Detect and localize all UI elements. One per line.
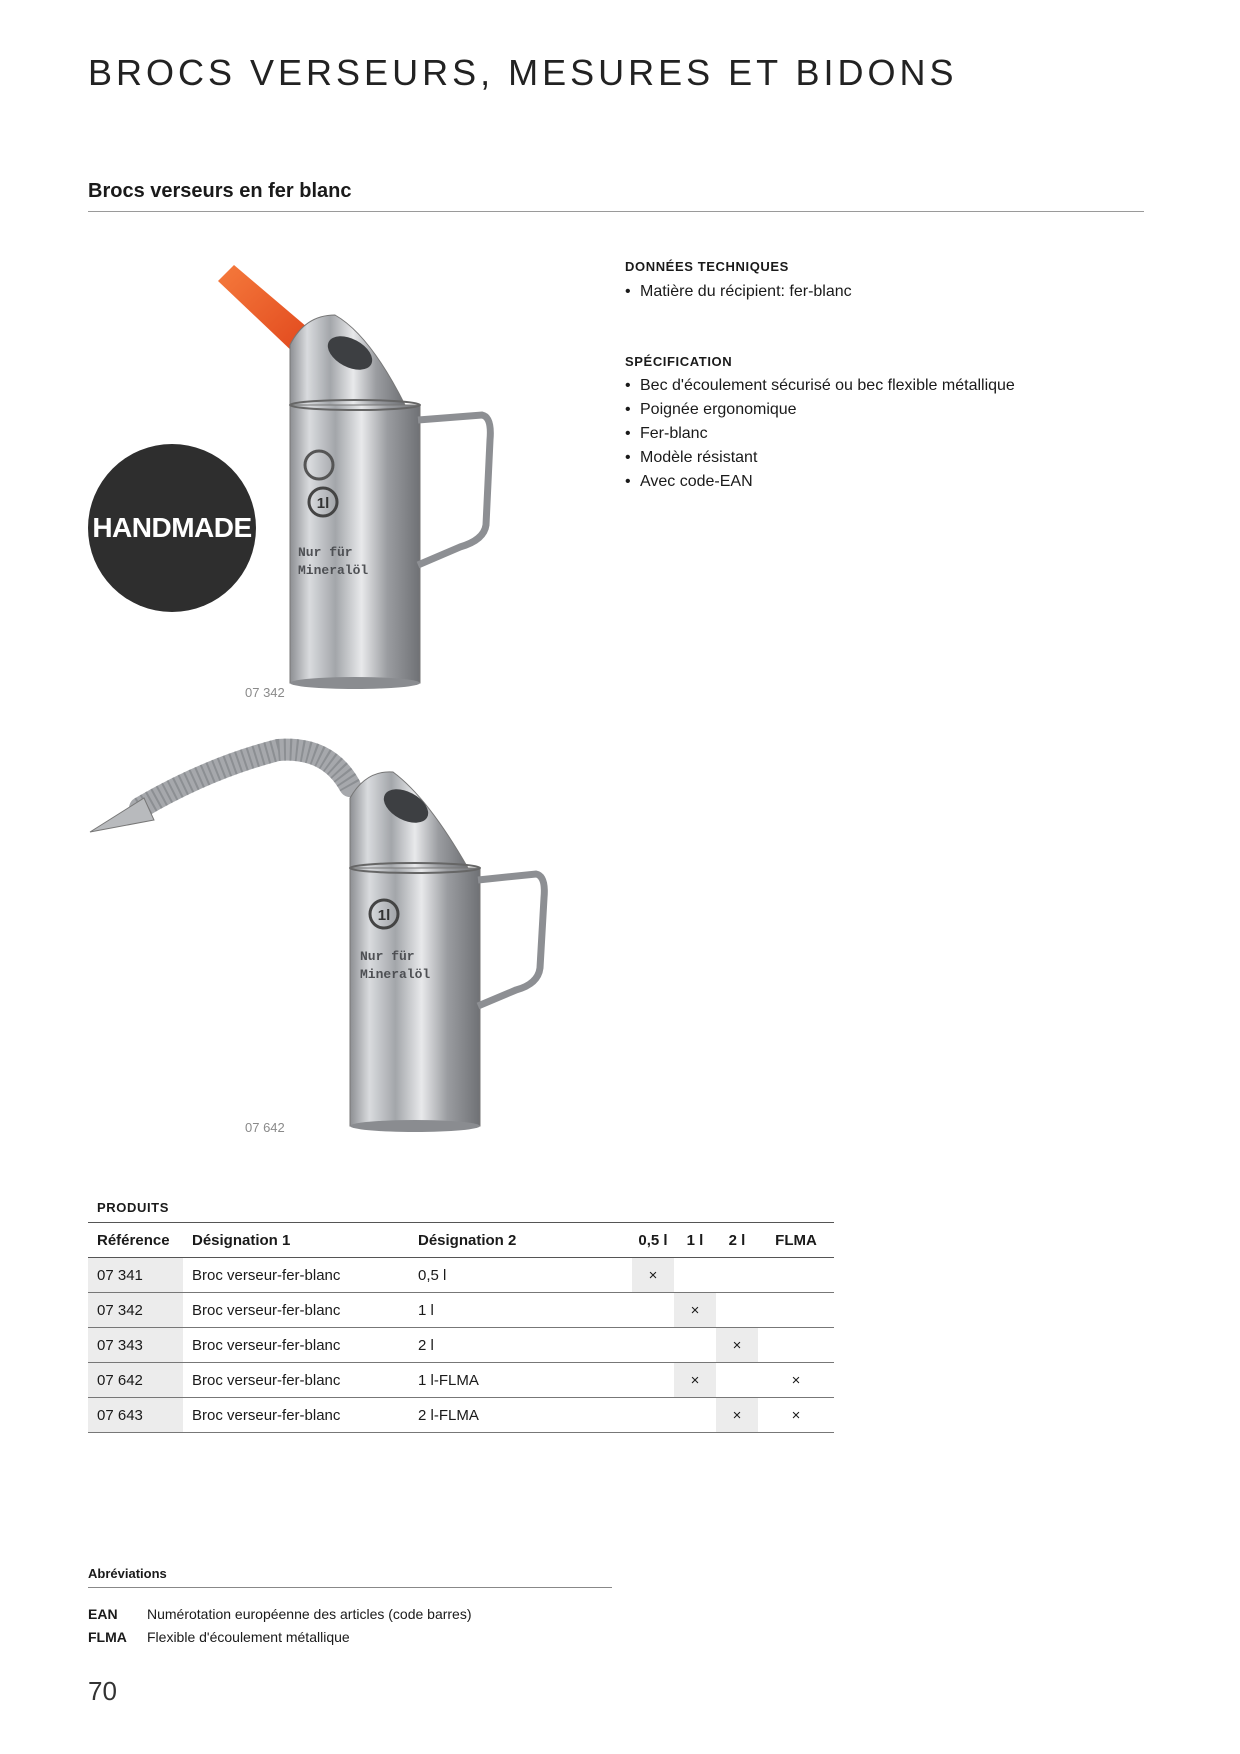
abbreviation-row (88, 1606, 472, 1622)
designation-2-cell: 2 l (409, 1328, 632, 1363)
availability-mark-cell: × (758, 1398, 834, 1433)
spec-item: • Modèle résistant (625, 446, 1015, 470)
availability-mark-cell (716, 1363, 758, 1398)
designation-1-cell: Broc verseur-fer-blanc (183, 1328, 409, 1363)
availability-mark-cell (632, 1363, 674, 1398)
availability-mark-cell (632, 1293, 674, 1328)
page-title: BROCS VERSEURS, MESURES ET BIDONS (88, 52, 958, 93)
column-header: Désignation 1 (183, 1223, 409, 1258)
abbreviation-row (88, 1629, 350, 1645)
abbreviation-value: Flexible d'écoulement métallique (147, 1629, 350, 1645)
availability-mark-cell: × (716, 1328, 758, 1363)
ref-cell: 07 341 (88, 1258, 183, 1293)
availability-mark-cell (632, 1398, 674, 1433)
abbreviation-key: FLMA (88, 1629, 127, 1645)
availability-mark-cell (716, 1293, 758, 1328)
products-heading: PRODUITS (97, 1200, 169, 1215)
table-row (88, 1398, 834, 1433)
designation-1-cell: Broc verseur-fer-blanc (183, 1293, 409, 1328)
ref-cell: 07 642 (88, 1363, 183, 1398)
availability-mark-cell: × (632, 1258, 674, 1293)
availability-mark-cell: × (758, 1363, 834, 1398)
availability-mark-cell (674, 1258, 716, 1293)
product-image-07342 (210, 255, 510, 695)
spec-item: • Avec code-EAN (625, 470, 1015, 494)
tech-data-item: • Matière du récipient: fer-blanc (625, 280, 852, 304)
table-row (88, 1293, 834, 1328)
product-image-07642 (88, 728, 558, 1138)
image-caption: 07 342 (245, 685, 285, 700)
column-header: 2 l (716, 1223, 758, 1258)
spec-block (625, 354, 1015, 494)
tech-data-list (625, 280, 852, 304)
designation-2-cell: 1 l (409, 1293, 632, 1328)
ref-cell: 07 342 (88, 1293, 183, 1328)
availability-mark-cell (674, 1398, 716, 1433)
designation-1-cell: Broc verseur-fer-blanc (183, 1363, 409, 1398)
availability-mark-cell: × (674, 1293, 716, 1328)
availability-mark-cell (632, 1328, 674, 1363)
volume-mark: 1l (377, 907, 391, 924)
ref-cell: 07 343 (88, 1328, 183, 1363)
availability-mark-cell: × (674, 1363, 716, 1398)
spec-item: • Fer-blanc (625, 422, 1015, 446)
availability-mark-cell (758, 1328, 834, 1363)
image-caption: 07 642 (245, 1120, 285, 1135)
page-number: 70 (88, 1676, 117, 1706)
tech-data-heading: DONNÉES TECHNIQUES (625, 259, 789, 274)
column-header: Référence (88, 1223, 183, 1258)
availability-mark-cell (758, 1258, 834, 1293)
tech-data-block (625, 259, 852, 304)
spec-item: • Poignée ergonomique (625, 398, 1015, 422)
spec-item: • Bec d'écoulement sécurisé ou bec flexible métallique (625, 374, 1015, 398)
can-label: Mineralöl (360, 967, 431, 982)
designation-2-cell: 0,5 l (409, 1258, 632, 1293)
table-row (88, 1328, 834, 1363)
handmade-badge: HANDMADE (88, 444, 256, 612)
spec-heading: SPÉCIFICATION (625, 354, 733, 369)
availability-mark-cell (716, 1258, 758, 1293)
can-label: Nur für (360, 949, 415, 964)
abbreviations-heading: Abréviations (88, 1566, 167, 1581)
abbreviation-key: EAN (88, 1606, 118, 1622)
availability-mark-cell (674, 1328, 716, 1363)
section-divider (88, 211, 1144, 212)
designation-2-cell: 1 l-FLMA (409, 1363, 632, 1398)
abbreviation-value: Numérotation européenne des articles (code barres) (147, 1606, 472, 1622)
availability-mark-cell (758, 1293, 834, 1328)
designation-2-cell: 2 l-FLMA (409, 1398, 632, 1433)
section-title: Brocs verseurs en fer blanc (88, 180, 352, 202)
volume-mark: 1l (316, 495, 330, 512)
column-header: 0,5 l (632, 1223, 674, 1258)
designation-1-cell: Broc verseur-fer-blanc (183, 1258, 409, 1293)
products-table (88, 1222, 834, 1433)
designation-1-cell: Broc verseur-fer-blanc (183, 1398, 409, 1433)
ref-cell: 07 643 (88, 1398, 183, 1433)
can-label: Mineralöl (298, 563, 369, 578)
column-header: FLMA (758, 1223, 834, 1258)
spec-list (625, 374, 1015, 494)
table-header-row (88, 1223, 834, 1258)
abbreviations-divider (88, 1587, 612, 1588)
can-label: Nur für (298, 545, 353, 560)
availability-mark-cell: × (716, 1398, 758, 1433)
table-row (88, 1258, 834, 1293)
table-row (88, 1363, 834, 1398)
column-header: 1 l (674, 1223, 716, 1258)
column-header: Désignation 2 (409, 1223, 632, 1258)
